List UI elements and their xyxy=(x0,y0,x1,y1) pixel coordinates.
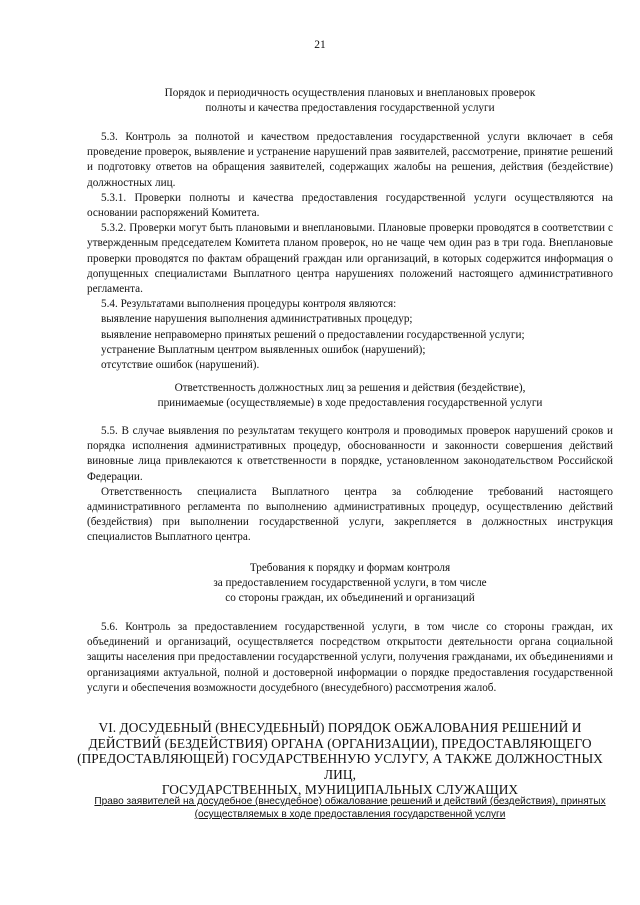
heading-line: принимаемые (осуществляемые) в ходе предоставления государственной услуги xyxy=(157,397,543,410)
section-vi-heading xyxy=(70,720,610,798)
paragraph-5-5: 5.5. В случае выявления по результатам текущего контроля и проводимых проверок нарушений сроков и порядка исполнения административных процедур, обоснованности и законности совершения действий виновные лица привлекаются к ответственности в порядке, установленном законодательством Российской Федерации. xyxy=(87,425,613,483)
heading-line: за предоставлением государственной услуги, в том числе xyxy=(213,577,487,590)
heading-control-requirements xyxy=(87,561,613,607)
heading-responsibility xyxy=(87,381,613,411)
heading-inspections xyxy=(87,86,613,116)
link-line[interactable]: Право заявителей на досудебное (внесудебное) обжалование решений и действий (бездействия), принятых xyxy=(94,796,606,807)
link-line[interactable]: (осуществляемых в ходе предоставления государственной услуги xyxy=(194,809,506,820)
section-control-checks xyxy=(87,130,613,373)
list-item: отсутствие ошибок (нарушений). xyxy=(101,359,260,372)
heading-line: полноты и качества предоставления государственной услуги xyxy=(205,102,495,115)
paragraph-5-3-2: 5.3.2. Проверки могут быть плановыми и внеплановыми. Плановые проверки проводятся в соответствии с утвержденным председателем Комитета планом проверок, но не чаще чем один раз в три года. Внеплановые проверки проводятся по фактам обращений граждан или организаций, в которых содержится информация о допущенных специалистами Выплатного центра нарушениях положений настоящего административного регламента. xyxy=(87,222,613,296)
paragraph-5-3-1: 5.3.1. Проверки полноты и качества предоставления государственной услуги осуществляются на основании распоряжений Комитета. xyxy=(87,191,613,220)
heading-line: со стороны граждан, их объединений и организаций xyxy=(225,592,475,605)
paragraph-5-6: 5.6. Контроль за предоставлением государственной услуги, в том числе со стороны граждан, их объединений и организаций, осуществляется посредством открытости деятельности органа социальной защиты населения при предоставлении государственной услуги, получения гражданами, их объединениями и организациями актуальной, полной и достоверной информации о порядке предоставления государственной услуги и обеспечения возможности досудебного (внесудебного) рассмотрения жалоб. xyxy=(87,621,613,694)
list-item: выявление нарушения выполнения административных процедур; xyxy=(101,313,413,326)
heading-line: VI. ДОСУДЕБНЫЙ (ВНЕСУДЕБНЫЙ) ПОРЯДОК ОБЖАЛОВАНИЯ РЕШЕНИЙ И xyxy=(98,720,582,735)
section-responsibility xyxy=(87,424,613,546)
appeal-right-link[interactable] xyxy=(87,795,613,821)
heading-line: (ПРЕДОСТАВЛЯЮЩЕЙ) ГОСУДАРСТВЕННУЮ УСЛУГУ, А ТАКЖЕ ДОЛЖНОСТНЫХ ЛИЦ, xyxy=(77,751,603,782)
paragraph-5-4: 5.4. Результатами выполнения процедуры контроля являются: xyxy=(101,298,397,311)
paragraph-5-3: 5.3. Контроль за полнотой и качеством предоставления государственной услуги включает в себя проведение проверок, выявление и устранение нарушений прав заявителей, рассмотрение, принятие решений и подготовку ответов на обращения заявителей, содержащих жалобы на решения, действия (бездействие) должностных лиц. xyxy=(87,131,613,189)
heading-line: Требования к порядку и формам контроля xyxy=(249,562,451,574)
heading-line: ДЕЙСТВИЙ (БЕЗДЕЙСТВИЯ) ОРГАНА (ОРГАНИЗАЦИИ), ПРЕДОСТАВЛЯЮЩЕГО xyxy=(88,735,592,751)
heading-line: Порядок и периодичность осуществления плановых и внеплановых проверок xyxy=(164,87,536,99)
heading-line: Ответственность должностных лиц за решения и действия (бездействие), xyxy=(174,382,526,394)
section-public-control xyxy=(87,620,613,696)
list-item: выявление неправомерно принятых решений о предоставлении государственной услуги; xyxy=(101,328,525,341)
page-number: 21 xyxy=(314,39,326,51)
list-item: устранение Выплатным центром выявленных ошибок (нарушений); xyxy=(101,343,426,356)
heading-line: ГОСУДАРСТВЕННЫХ, МУНИЦИПАЛЬНЫХ СЛУЖАЩИХ xyxy=(161,782,519,798)
paragraph-specialist-responsibility: Ответственность специалиста Выплатного центра за соблюдение требований настоящего административного регламента по выполнению административных процедур, осуществлению действий (бездействия) при выполнении государственной услуги, закрепляется в должностных инструкция специалистов Выплатного центра. xyxy=(87,485,613,544)
